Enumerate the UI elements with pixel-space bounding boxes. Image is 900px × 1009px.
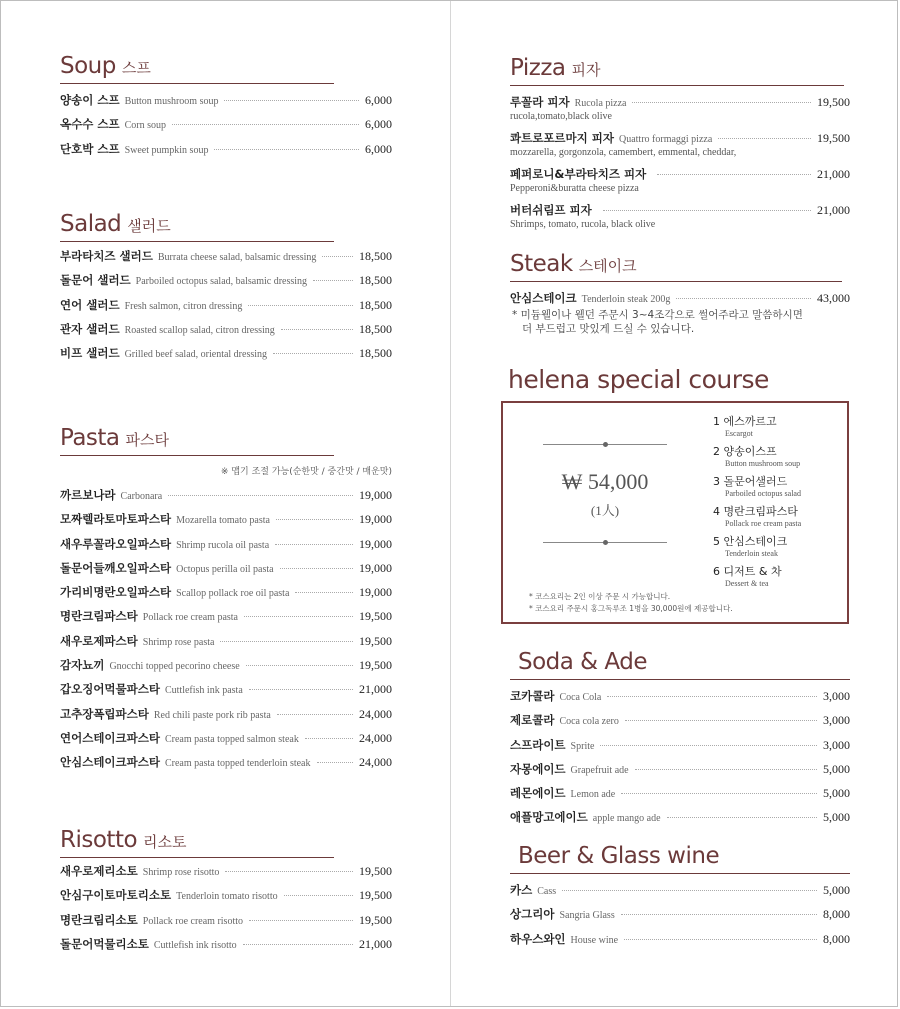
item-price: 5,000 <box>823 810 850 825</box>
item-price: 19,000 <box>359 536 392 551</box>
item-description: Shrimps, tomato, rucola, black olive <box>510 219 656 230</box>
leader-dots <box>225 871 353 872</box>
item-price: 5,000 <box>823 786 850 801</box>
item-price: 24,000 <box>359 755 392 770</box>
menu-item <box>60 487 392 511</box>
item-price: 18,500 <box>359 249 392 263</box>
menu-item <box>510 737 850 761</box>
pasta-spice-note: ※ 맵기 조절 가능(순한맛 / 중간맛 / 매운맛) <box>220 467 392 477</box>
item-name-en: Sprite <box>570 740 595 752</box>
risotto-section <box>60 827 392 960</box>
item-name-kr: 애플망고에이드 <box>510 810 588 825</box>
item-name-kr: 명란크림리소토 <box>60 912 138 927</box>
course-item <box>713 533 843 563</box>
item-price: 18,500 <box>359 273 392 288</box>
course-item <box>713 473 843 503</box>
item-price: 19,500 <box>359 633 392 648</box>
course-price: ₩ 54,000 <box>561 469 649 494</box>
item-name-en: Button mushroom soup <box>124 96 219 107</box>
item-name-en: Scallop pollack roe oil pasta <box>176 588 290 600</box>
item-price: 19,500 <box>359 864 392 878</box>
menu-item <box>510 906 850 930</box>
menu-item <box>60 863 392 887</box>
item-description: mozzarella, gorgonzola, camembert, emmental, cheddar, <box>510 147 737 158</box>
section-title-en: Beer & Glass wine <box>518 843 720 869</box>
item-price: 3,000 <box>823 689 850 703</box>
pasta-section <box>60 425 392 779</box>
leader-dots <box>248 305 353 306</box>
leader-dots <box>562 890 817 891</box>
item-name-kr: 버터쉬림프 피자 <box>510 203 592 217</box>
item-name-kr: 코카콜라 <box>510 689 555 703</box>
pizza-list <box>510 94 850 230</box>
item-name-kr: 새우로제리소토 <box>60 864 138 878</box>
page-fold <box>450 1 451 1006</box>
leader-dots <box>313 280 353 281</box>
item-name-kr: 비프 샐러드 <box>60 346 120 361</box>
course-note: * 코스요리 주문시 홍그독루조 1병을 30,000원에 제공합니다. <box>529 604 733 613</box>
course-divider-bottom <box>543 542 667 543</box>
section-title-en: Risotto <box>60 827 138 853</box>
item-name-kr: 감자뇨끼 <box>60 658 105 673</box>
soda-section <box>510 649 850 834</box>
item-name-kr: 페퍼로니&부라타치즈 피자 <box>510 167 647 181</box>
menu-item <box>510 761 850 785</box>
section-title-kr: 샐러드 <box>127 217 171 235</box>
menu-item <box>60 730 392 754</box>
course-item-en: Escargot <box>725 429 753 438</box>
item-name-kr: 까르보나라 <box>60 488 116 502</box>
item-price: 19,500 <box>359 912 392 927</box>
leader-dots <box>621 914 817 915</box>
steak-section <box>510 251 850 336</box>
section-title-en: Pasta <box>60 425 120 451</box>
item-name-en: Rucola pizza <box>574 98 627 109</box>
menu-item <box>60 584 392 608</box>
item-price: 18,500 <box>359 297 392 312</box>
item-price: 5,000 <box>823 883 850 897</box>
menu-item <box>60 272 392 296</box>
soup-section <box>60 53 392 165</box>
section-title-en: Soup <box>60 53 116 79</box>
menu-item <box>60 248 392 272</box>
item-name-en: Grilled beef salad, oriental dressing <box>124 349 268 361</box>
menu-item <box>60 116 392 140</box>
item-name-en: Cuttlefish ink pasta <box>164 685 243 697</box>
menu-item <box>60 141 392 165</box>
course-item-kr: 5 안심스테이크 <box>713 535 788 548</box>
steak-note-line: * 미듐웰이나 웰던 주문시 3~4조각으로 썰어주라고 말씀하시면 <box>512 309 803 321</box>
item-name-kr: 돌문어들깨오일파스타 <box>60 560 172 575</box>
leader-dots <box>277 714 353 715</box>
leader-dots <box>249 689 353 690</box>
pizza-item-top <box>510 130 850 146</box>
item-name-en: Tenderloin steak 200g <box>581 294 671 305</box>
salad-section <box>60 211 392 369</box>
menu-item <box>60 608 392 632</box>
item-name-kr: 단호박 스프 <box>60 141 120 156</box>
item-name-en: Shrimp rose risotto <box>142 867 220 878</box>
course-item <box>713 413 843 443</box>
item-price: 19,000 <box>359 585 392 600</box>
item-name-en: Lemon ade <box>570 789 616 801</box>
item-name-en: Burrata cheese salad, balsamic dressing <box>157 252 317 263</box>
section-title-kr: 리소토 <box>143 833 187 851</box>
course-item-kr: 1 에스까르고 <box>713 415 777 428</box>
menu-item <box>60 345 392 369</box>
item-name-kr: 안심스테이크 <box>510 291 577 305</box>
leader-dots <box>168 495 353 496</box>
leader-dots <box>657 174 811 175</box>
pizza-item <box>510 202 850 230</box>
course-item-en: Tenderloin steak <box>725 549 778 558</box>
steak-item <box>510 290 850 306</box>
item-price: 5,000 <box>823 761 850 776</box>
pizza-item <box>510 94 850 122</box>
leader-dots <box>322 256 353 257</box>
course-item-en: Parboiled octopus salad <box>725 489 801 498</box>
item-name-en: Shrimp rucola oil pasta <box>176 539 270 551</box>
item-name-kr: 돌문어 샐러드 <box>60 273 131 288</box>
item-name-en: Grapefruit ade <box>570 764 629 776</box>
menu-item <box>60 936 392 960</box>
item-name-kr: 가리비명란오일파스타 <box>60 585 172 600</box>
item-name-kr: 갑오징어먹물파스타 <box>60 682 160 697</box>
item-price: 21,000 <box>817 203 850 217</box>
item-name-kr: 상그리아 <box>510 907 555 922</box>
leader-dots <box>624 939 817 940</box>
section-title-en: Pizza <box>510 55 566 81</box>
item-name-en: Quattro formaggi pizza <box>618 134 713 145</box>
item-name-en: Corn soup <box>124 120 166 132</box>
item-name-kr: 스프라이트 <box>510 737 566 752</box>
item-price: 8,000 <box>823 907 850 922</box>
menu-item <box>60 92 392 116</box>
soup-title <box>60 53 334 84</box>
menu-item <box>60 706 392 730</box>
item-description: Pepperoni&buratta cheese pizza <box>510 183 639 194</box>
item-name-kr: 돌문어먹물리소토 <box>60 936 149 951</box>
menu-item <box>60 297 392 321</box>
course-per-person: (1人) <box>590 503 620 518</box>
item-name-en: House wine <box>570 934 619 946</box>
beer-title <box>510 843 850 874</box>
leader-dots <box>273 353 353 354</box>
leader-dots <box>718 138 811 139</box>
menu-item <box>510 809 850 833</box>
menu-item <box>510 785 850 809</box>
item-name-en: Roasted scallop salad, citron dressing <box>124 324 275 336</box>
menu-item <box>60 633 392 657</box>
steak-note-line: 더 부드럽고 맛있게 드실 수 있습니다. <box>522 323 695 335</box>
item-name-en: Cass <box>537 886 557 897</box>
menu-item <box>60 887 392 911</box>
item-name-en: Red chili paste pork rib pasta <box>153 709 271 721</box>
course-item-en: Pollack roe cream pasta <box>725 519 802 528</box>
item-name-en: Mozarella tomato pasta <box>176 515 270 527</box>
course-item <box>713 503 843 533</box>
item-name-kr: 연어스테이크파스타 <box>60 730 160 745</box>
leader-dots <box>621 793 817 794</box>
section-title-en: Steak <box>510 251 573 277</box>
course-divider-top <box>543 444 667 445</box>
item-price: 3,000 <box>823 737 850 752</box>
leader-dots <box>280 568 353 569</box>
item-name-en: Cuttlefish ink risotto <box>153 939 237 951</box>
salad-title <box>60 211 334 242</box>
leader-dots <box>249 920 353 921</box>
menu-item <box>60 321 392 345</box>
leader-dots <box>243 944 353 945</box>
course-item-kr: 3 돌문어샐러드 <box>713 475 788 488</box>
item-name-kr: 새우로제파스타 <box>60 633 138 648</box>
leader-dots <box>317 762 354 763</box>
leader-dots <box>281 329 353 330</box>
item-name-en: Shrimp rose pasta <box>142 636 215 648</box>
section-title-en: Salad <box>60 211 122 237</box>
item-name-kr: 하우스와인 <box>510 931 566 946</box>
item-name-kr: 카스 <box>510 883 533 897</box>
item-name-kr: 안심스테이크파스타 <box>60 755 160 770</box>
item-name-en: Coca cola zero <box>559 716 619 728</box>
pizza-title <box>510 55 844 86</box>
item-name-en: Coca Cola <box>559 692 602 703</box>
item-name-en: Octopus perilla oil pasta <box>176 563 274 575</box>
item-price: 18,500 <box>359 346 392 361</box>
item-description: rucola,tomato,black olive <box>510 111 612 122</box>
item-name-en: Sweet pumpkin soup <box>124 144 209 156</box>
item-name-kr: 모짜렐라토마토파스타 <box>60 512 172 527</box>
leader-dots <box>295 592 353 593</box>
menu-item <box>60 681 392 705</box>
item-name-kr: 제로콜라 <box>510 713 555 728</box>
item-price: 24,000 <box>359 730 392 745</box>
section-title-kr: 파스타 <box>125 431 170 449</box>
item-name-en: Sangria Glass <box>559 910 615 922</box>
pizza-item-top <box>510 94 850 110</box>
course-item-kr: 2 양송이스프 <box>713 445 777 458</box>
course-item <box>713 563 843 593</box>
item-name-en: Parboiled octopus salad, balsamic dressing <box>135 276 308 288</box>
section-title-kr: 스테이크 <box>578 257 637 275</box>
item-name-kr: 옥수수 스프 <box>60 117 120 132</box>
course-item-en: Button mushroom soup <box>725 459 801 468</box>
item-name-kr: 관자 샐러드 <box>60 321 120 336</box>
item-name-kr: 양송이 스프 <box>60 93 120 107</box>
item-name-en: Pollack roe cream pasta <box>142 612 238 624</box>
menu-item <box>60 560 392 584</box>
leader-dots <box>607 696 817 697</box>
item-name-en: Cream pasta topped tenderloin steak <box>164 758 311 770</box>
menu-item <box>60 657 392 681</box>
item-name-en: Fresh salmon, citron dressing <box>124 300 243 312</box>
leader-dots <box>305 738 353 739</box>
item-price: 21,000 <box>359 682 392 697</box>
leader-dots <box>220 641 353 642</box>
section-title-en: Soda & Ade <box>518 649 648 675</box>
course-item <box>713 443 843 473</box>
item-price: 3,000 <box>823 713 850 728</box>
menu-item <box>510 882 850 906</box>
item-name-kr: 안심구이토마토리소토 <box>60 888 172 903</box>
item-name-kr: 레몬에이드 <box>510 786 566 801</box>
course-item-en: Dessert & tea <box>725 579 769 588</box>
leader-dots <box>284 895 353 896</box>
leader-dots <box>276 519 353 520</box>
item-price: 19,500 <box>359 609 392 624</box>
item-price: 19,500 <box>359 658 392 673</box>
item-price: 21,000 <box>817 167 850 181</box>
leader-dots <box>214 149 359 150</box>
item-price: 6,000 <box>365 93 392 107</box>
item-price: 8,000 <box>823 931 850 946</box>
course-title: helena special course <box>508 365 769 394</box>
item-name-kr: 새우루꼴라오일파스타 <box>60 536 172 551</box>
menu-item <box>60 511 392 535</box>
leader-dots <box>625 720 817 721</box>
item-name-kr: 연어 샐러드 <box>60 297 120 312</box>
item-name-en: Pollack roe cream risotto <box>142 915 244 927</box>
item-price: 19,500 <box>817 95 850 109</box>
leader-dots <box>635 769 817 770</box>
item-price: 6,000 <box>365 117 392 132</box>
item-price: 24,000 <box>359 706 392 721</box>
item-name-kr: 루꼴라 피자 <box>510 95 570 109</box>
leader-dots <box>603 210 811 211</box>
leader-dots <box>172 124 359 125</box>
menu-item <box>60 912 392 936</box>
item-price: 6,000 <box>365 141 392 156</box>
course-box <box>501 401 849 624</box>
menu-item <box>510 931 850 955</box>
item-price: 19,000 <box>359 488 392 502</box>
item-name-kr: 부라타치즈 샐러드 <box>60 249 153 263</box>
menu-item <box>510 712 850 736</box>
item-price: 19,500 <box>359 888 392 903</box>
steak-note <box>510 308 850 336</box>
course-list <box>713 413 843 593</box>
pizza-item <box>510 130 850 158</box>
pizza-item <box>510 166 850 194</box>
item-price: 19,500 <box>817 131 850 145</box>
leader-dots <box>600 745 817 746</box>
item-name-kr: 콰트로포르마지 피자 <box>510 131 614 145</box>
section-title-kr: 스프 <box>121 59 151 77</box>
leader-dots <box>632 102 811 103</box>
menu-item <box>510 688 850 712</box>
leader-dots <box>667 817 817 818</box>
item-name-kr: 자몽에이드 <box>510 761 566 776</box>
item-price: 19,000 <box>359 560 392 575</box>
item-name-en: Cream pasta topped salmon steak <box>164 733 299 745</box>
course-notes <box>529 591 733 615</box>
leader-dots <box>676 298 811 299</box>
steak-title <box>510 251 842 282</box>
item-name-en: Carbonara <box>120 491 163 502</box>
item-price: 21,000 <box>359 936 392 951</box>
item-name-kr: 고추장폭립파스타 <box>60 706 149 721</box>
menu-item <box>60 536 392 560</box>
menu-item <box>60 754 392 778</box>
item-name-en: Gnocchi topped pecorino cheese <box>109 661 240 673</box>
item-name-kr: 명란크림파스타 <box>60 609 138 624</box>
item-name-en: Tenderloin tomato risotto <box>176 891 278 903</box>
course-item-kr: 6 디저트 & 차 <box>713 565 782 578</box>
item-price: 19,000 <box>359 512 392 527</box>
course-section <box>510 365 850 394</box>
pizza-item-top <box>510 166 850 182</box>
item-name-en: apple mango ade <box>592 813 661 825</box>
course-note: * 코스요리는 2인 이상 주문 시 가능합니다. <box>529 592 671 601</box>
section-title-kr: 피자 <box>571 61 601 79</box>
leader-dots <box>224 100 359 101</box>
leader-dots <box>275 544 353 545</box>
beer-section <box>510 843 850 955</box>
item-price: 18,500 <box>359 321 392 336</box>
item-price: 43,000 <box>817 291 850 305</box>
pasta-title <box>60 425 334 456</box>
leader-dots <box>246 665 353 666</box>
pizza-section <box>510 55 850 238</box>
course-item-kr: 4 명란크림파스타 <box>713 505 798 518</box>
soda-title <box>510 649 850 680</box>
pizza-item-top <box>510 202 850 218</box>
risotto-title <box>60 827 334 858</box>
leader-dots <box>244 616 353 617</box>
